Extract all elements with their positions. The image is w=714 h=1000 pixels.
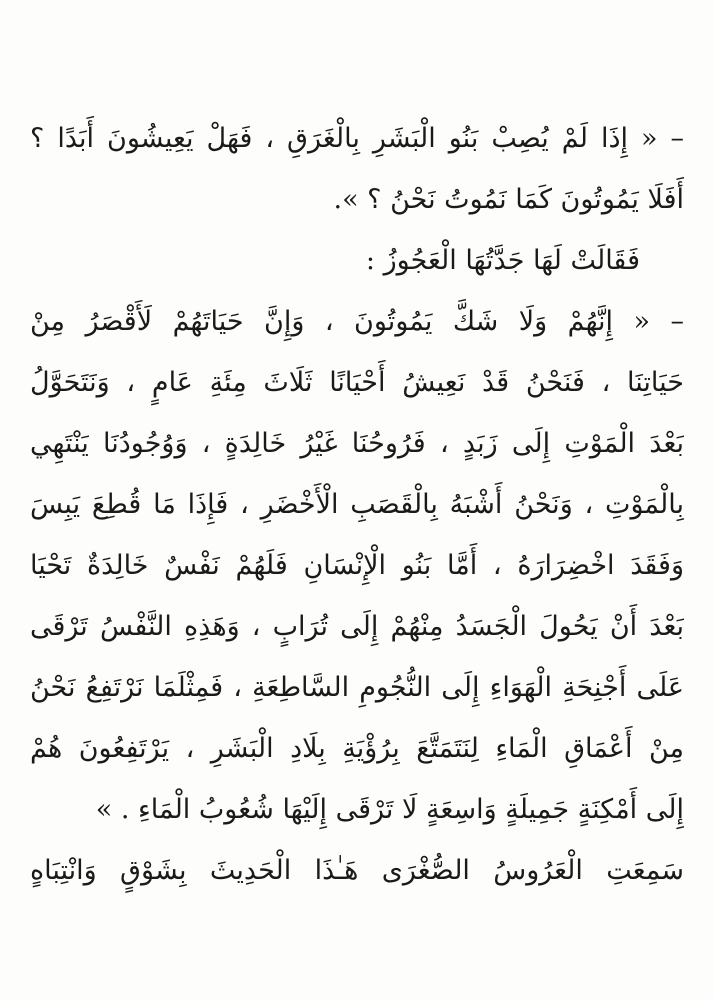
text-line-2: أَفَلَا يَمُوتُونَ كَمَا نَمُوتُ نَحْنُ ؟ ».: [333, 184, 684, 215]
arabic-text-body: [30, 108, 684, 901]
text-line-7: بِالْمَوْتِ ، وَنَحْنُ أَشْبَهُ بِالْقَصَبِ الْأَخْضَرِ ، فَإِذَا مَا قُطِعَ يَبِسَ: [30, 489, 684, 520]
text-line-11: مِنْ أَعْمَاقِ الْمَاءِ لِنَتَمَتَّعَ بِرُؤْيَةِ بِلَادِ الْبَشَرِ ، يَرْتَفِعُونَ هُمْ: [30, 733, 684, 764]
text-line-8: وَفَقَدَ اخْضِرَارَهُ ، أَمَّا بَنُو الْإِنْسَانِ فَلَهُمْ نَفْسٌ خَالِدَةٌ تَحْيَا: [30, 550, 684, 581]
text-line-13: سَمِعَتِ الْعَرُوسُ الصُّغْرَى هَـٰذَا الْحَدِيثَ بِشَوْقٍ وَانْتِبَاهٍ: [30, 855, 684, 886]
text-line-5: حَيَاتِنَا ، فَنَحْنُ قَدْ نَعِيشُ أَحْيَانًا ثَلَاثَ مِئَةِ عَامٍ ، وَنَتَحَوَّلُ: [30, 367, 684, 398]
text-line-10: عَلَى أَجْنِحَةِ الْهَوَاءِ إِلَى النُّجُومِ السَّاطِعَةِ ، فَمِثْلَمَا نَرْتَفِعُ نَحْنُ: [30, 672, 684, 703]
text-line-4: – « إِنَّهُمْ وَلَا شَكَّ يَمُوتُونَ ، وَإِنَّ حَيَاتَهُمْ لَأَقْصَرُ مِنْ: [30, 306, 684, 337]
text-line-12: إِلَى أَمْكِنَةٍ جَمِيلَةٍ وَاسِعَةٍ لَا تَرْقَى إِلَيْهَا شُعُوبُ الْمَاءِ . »: [95, 794, 684, 825]
text-line-1: – « إِذَا لَمْ يُصِبْ بَنُو الْبَشَرِ بِالْغَرَقِ ، فَهَلْ يَعِيشُونَ أَبَدًا ؟: [30, 123, 684, 154]
text-line-9: بَعْدَ أَنْ يَحُولَ الْجَسَدُ مِنْهُمْ إِلَى تُرَابٍ ، وَهَذِهِ النَّفْسُ تَرْقَى: [30, 611, 684, 642]
text-line-3: فَقَالَتْ لَهَا جَدَّتُهَا الْعَجُوزُ :: [365, 245, 640, 276]
text-line-6: بَعْدَ الْمَوْتِ إِلَى زَبَدٍ ، فَرُوحُنَا غَيْرُ خَالِدَةٍ ، وَوُجُودُنَا يَنْتَهِي: [30, 428, 684, 459]
